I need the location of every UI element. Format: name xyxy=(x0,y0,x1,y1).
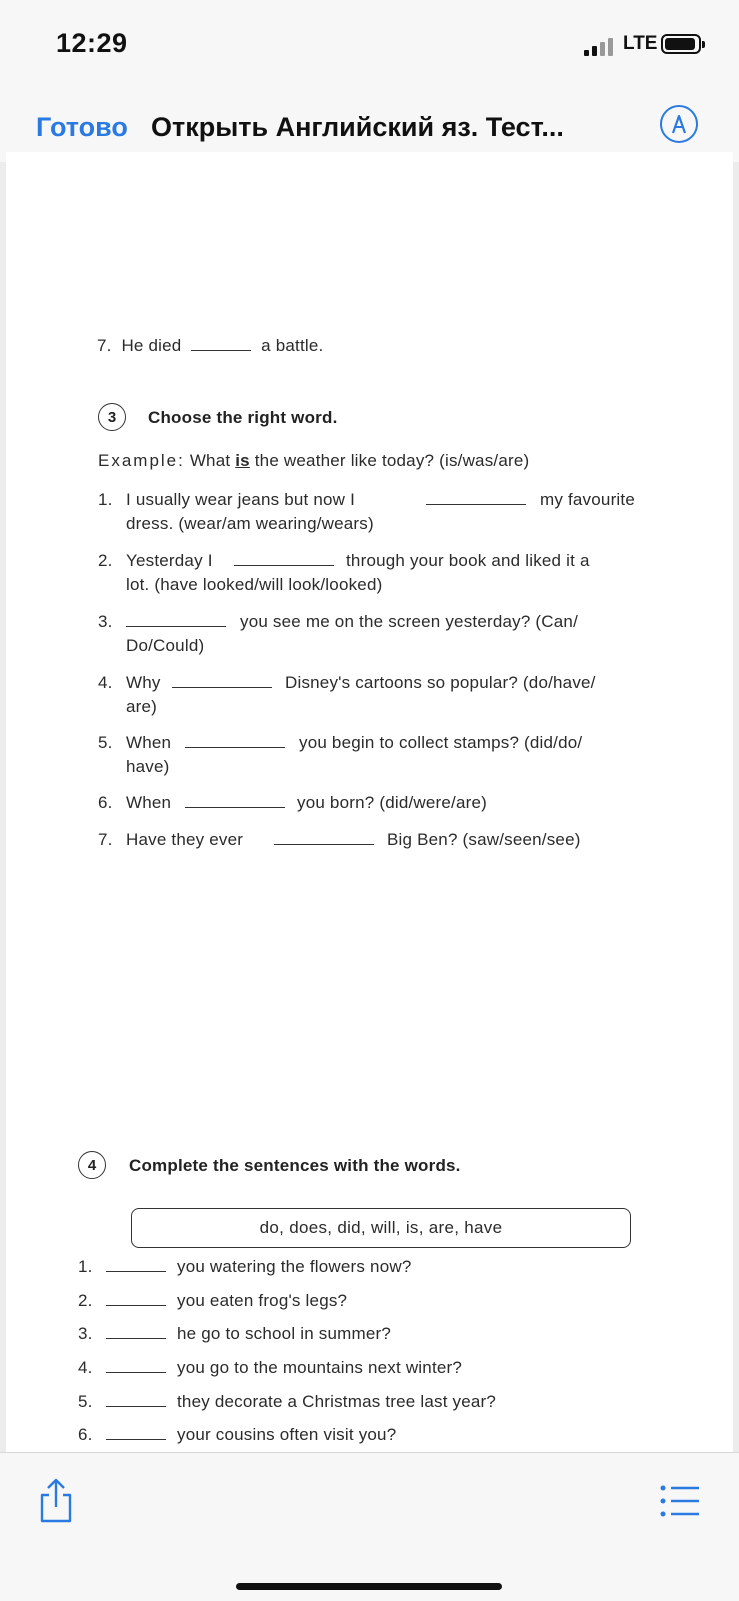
ex3-item-1-blank xyxy=(426,490,526,510)
clock: 12:29 xyxy=(56,28,128,58)
outline-list-button[interactable] xyxy=(660,1483,700,1519)
ex3-item-5-number: 5. xyxy=(98,733,113,752)
ex3-item-4-text-a: Why xyxy=(126,673,161,692)
ex4-item-6: 6. xyxy=(78,1425,93,1444)
ex3-item-3-line2: Do/Could) xyxy=(126,636,205,655)
status-bar xyxy=(0,0,739,90)
home-indicator[interactable] xyxy=(236,1583,502,1590)
share-icon xyxy=(36,1475,76,1527)
markup-pen-icon xyxy=(662,107,696,141)
list-icon xyxy=(660,1483,700,1519)
ex3-item-5-text-a: When xyxy=(126,733,172,752)
network-type: LTE xyxy=(623,33,658,54)
bottom-toolbar xyxy=(0,1452,739,1601)
ex3-item-4-text-b: Disney's cartoons so popular? (do/have/ xyxy=(285,673,596,692)
ex4-item-2-text: you eaten frog's legs? xyxy=(177,1291,348,1310)
markup-button[interactable] xyxy=(660,105,698,143)
done-button[interactable]: Готово xyxy=(36,112,128,142)
ex4-item-3-blank xyxy=(106,1324,166,1344)
ex3-item-2-blank xyxy=(234,551,334,571)
ex3-item-4-blank xyxy=(172,673,272,693)
document-viewer[interactable] xyxy=(0,162,739,1452)
ex4-item-2: 2. xyxy=(78,1291,93,1310)
top-item: 7. He died a battle. xyxy=(97,336,324,355)
ex3-item-4-line2: are) xyxy=(126,697,158,716)
ex3-item-2-text-b: through your book and liked it a xyxy=(346,551,590,570)
ex4-item-3-text: he go to school in summer? xyxy=(177,1324,392,1343)
ex4-item-1-blank xyxy=(106,1257,166,1277)
ex3-item-1-line2: dress. (wear/am wearing/wears) xyxy=(126,514,374,533)
exercise-3-number: 3 xyxy=(98,403,126,431)
ex3-item-1-number: 1. xyxy=(98,490,113,509)
ex3-item-2-text-a: Yesterday I xyxy=(126,551,213,570)
exercise-4-heading: Complete the sentences with the words. xyxy=(129,1156,461,1175)
ex4-item-6-blank xyxy=(106,1425,166,1445)
ex3-item-7-text-b: Big Ben? (saw/seen/see) xyxy=(387,830,581,849)
ex3-item-1-text-b: my favourite xyxy=(540,490,635,509)
ex4-item-2-blank xyxy=(106,1291,166,1311)
ex4-item-4: 4. xyxy=(78,1358,93,1377)
ex3-item-7-blank xyxy=(274,830,374,850)
ex4-item-1: 1. xyxy=(78,1257,93,1276)
ex3-item-6-number: 6. xyxy=(98,793,113,812)
exercise-3-example: Example: What is the weather like today? (is/was/are) xyxy=(98,451,530,470)
ex3-item-5-text-b: you begin to collect stamps? (did/do/ xyxy=(299,733,583,752)
signal-icon xyxy=(584,36,618,56)
ex4-item-4-blank xyxy=(106,1358,166,1378)
ex3-item-6-text-a: When xyxy=(126,793,172,812)
ex3-item-7-number: 7. xyxy=(98,830,113,849)
ex3-item-1-text-a: I usually wear jeans but now I xyxy=(126,490,356,509)
ex4-item-6-text: your cousins often visit you? xyxy=(177,1425,397,1444)
exercise-3-heading: Choose the right word. xyxy=(148,408,338,427)
ex3-item-2-line2: lot. (have looked/will look/looked) xyxy=(126,575,383,594)
battery-icon xyxy=(661,34,701,54)
ex3-item-3-text-b: you see me on the screen yesterday? (Can/ xyxy=(240,612,578,631)
ex3-item-7-text-a: Have they ever xyxy=(126,830,244,849)
ex3-item-3-blank xyxy=(126,612,226,632)
ex3-item-2-number: 2. xyxy=(98,551,113,570)
ex4-item-5-text: they decorate a Christmas tree last year? xyxy=(177,1392,497,1411)
ex3-item-6-blank xyxy=(185,793,285,813)
share-button[interactable] xyxy=(36,1475,76,1527)
ex4-item-5: 5. xyxy=(78,1392,93,1411)
ex4-item-1-text: you watering the flowers now? xyxy=(177,1257,412,1276)
ex4-item-3: 3. xyxy=(78,1324,93,1343)
word-bank-box: do, does, did, will, is, are, have xyxy=(131,1208,631,1248)
ex3-item-5-blank xyxy=(185,733,285,753)
document-title: Открыть Английский яз. Тест... xyxy=(151,112,564,142)
ex3-item-3-number: 3. xyxy=(98,612,113,631)
ex3-item-5-line2: have) xyxy=(126,757,170,776)
ex4-item-5-blank xyxy=(106,1392,166,1412)
ex3-item-4-number: 4. xyxy=(98,673,113,692)
ex3-item-6-text-b: you born? (did/were/are) xyxy=(297,793,488,812)
exercise-4-number: 4 xyxy=(78,1151,106,1179)
ex4-item-4-text: you go to the mountains next winter? xyxy=(177,1358,463,1377)
